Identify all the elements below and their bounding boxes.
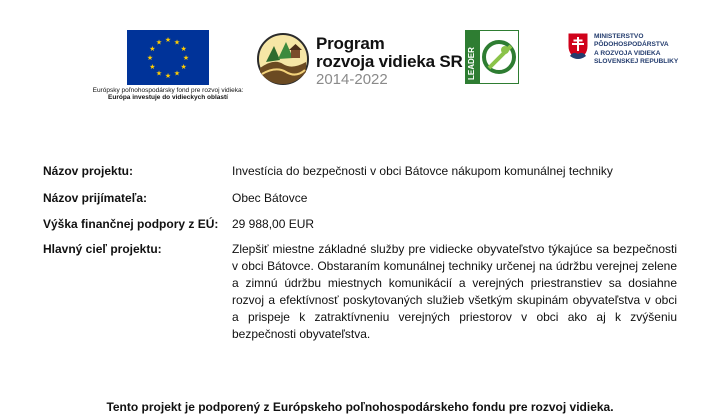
program-emblem-icon: [256, 32, 310, 86]
program-title-line1: Program: [316, 34, 385, 53]
leader-text: LEADER: [467, 47, 476, 80]
program-title-line2: rozvoja vidieka SR: [316, 52, 463, 71]
ministry-logo: [567, 32, 707, 82]
svg-text:★: ★: [149, 63, 156, 71]
ministry-name: [594, 33, 678, 67]
eu-logo: [68, 30, 268, 101]
svg-text:★: ★: [182, 54, 190, 62]
field-label: Názov prijímateľa:: [43, 191, 147, 205]
slovak-coat-of-arms-icon: [567, 32, 589, 60]
recipient-value: Obec Bátovce: [232, 191, 308, 205]
svg-text:★: ★: [173, 69, 181, 78]
svg-text:★: ★: [180, 63, 187, 71]
field-label: Názov projektu:: [43, 164, 134, 178]
svg-text:★: ★: [155, 69, 163, 78]
goal-text: Zlepšiť miestne základné služby pre vidiecke obyvateľstvo týkajúce sa bezpečnosti v obci Bátovce. Obstaraním komunálnej techniky určenej na údržbu verejnej zelene a zimnú údržbu miestnych komunikácií a verejných priestranstiev sa dosiahne rozvoj a efektívnosť poskytovaných služieb všetkým skupinám obyvateľstva v obci a prispeje k zatraktívneniu verejných priestorov v obci ako aj k zvýšeniu bezpečnosti obyvateľstva.: [232, 242, 677, 341]
project-name-value: Investícia do bezpečnosti v obci Bátovce nákupom komunálnej techniky: [232, 164, 613, 178]
eu-caption: Európsky poľnohospodársky fond pre rozvoj vidieka:: [92, 87, 244, 94]
svg-text:★: ★: [173, 38, 181, 47]
ministry-line: A ROZVOJA VIDIEKA: [594, 49, 661, 57]
ministry-line: MINISTERSTVO: [594, 33, 644, 40]
logo-bar: [0, 0, 720, 110]
program-logo: [256, 30, 463, 90]
svg-text:★: ★: [155, 38, 163, 47]
ministry-line: SLOVENSKEJ REPUBLIKY: [594, 58, 679, 66]
funding-value: 29 988,00 EUR: [232, 217, 315, 231]
field-label: Výška finančnej podpory z EÚ:: [43, 217, 219, 231]
svg-text:★: ★: [146, 54, 154, 62]
eu-slogan: Európa investuje do vidieckych oblastí: [108, 94, 228, 101]
footer-note: Tento projekt je podporený z Európskeho poľnohospodárskeho fondu pre rozvoj vidieka.: [106, 400, 614, 414]
svg-text:★: ★: [149, 45, 156, 53]
field-label: Hlavný cieľ projektu:: [43, 242, 162, 256]
svg-text:★: ★: [164, 36, 172, 44]
program-years: 2014-2022: [316, 71, 388, 88]
svg-text:★: ★: [180, 45, 187, 53]
svg-text:★: ★: [164, 72, 172, 80]
leader-logo-icon: [465, 30, 519, 84]
eu-flag-icon: [127, 30, 209, 85]
ministry-line: PÔDOHOSPODÁRSTVA: [594, 41, 669, 49]
